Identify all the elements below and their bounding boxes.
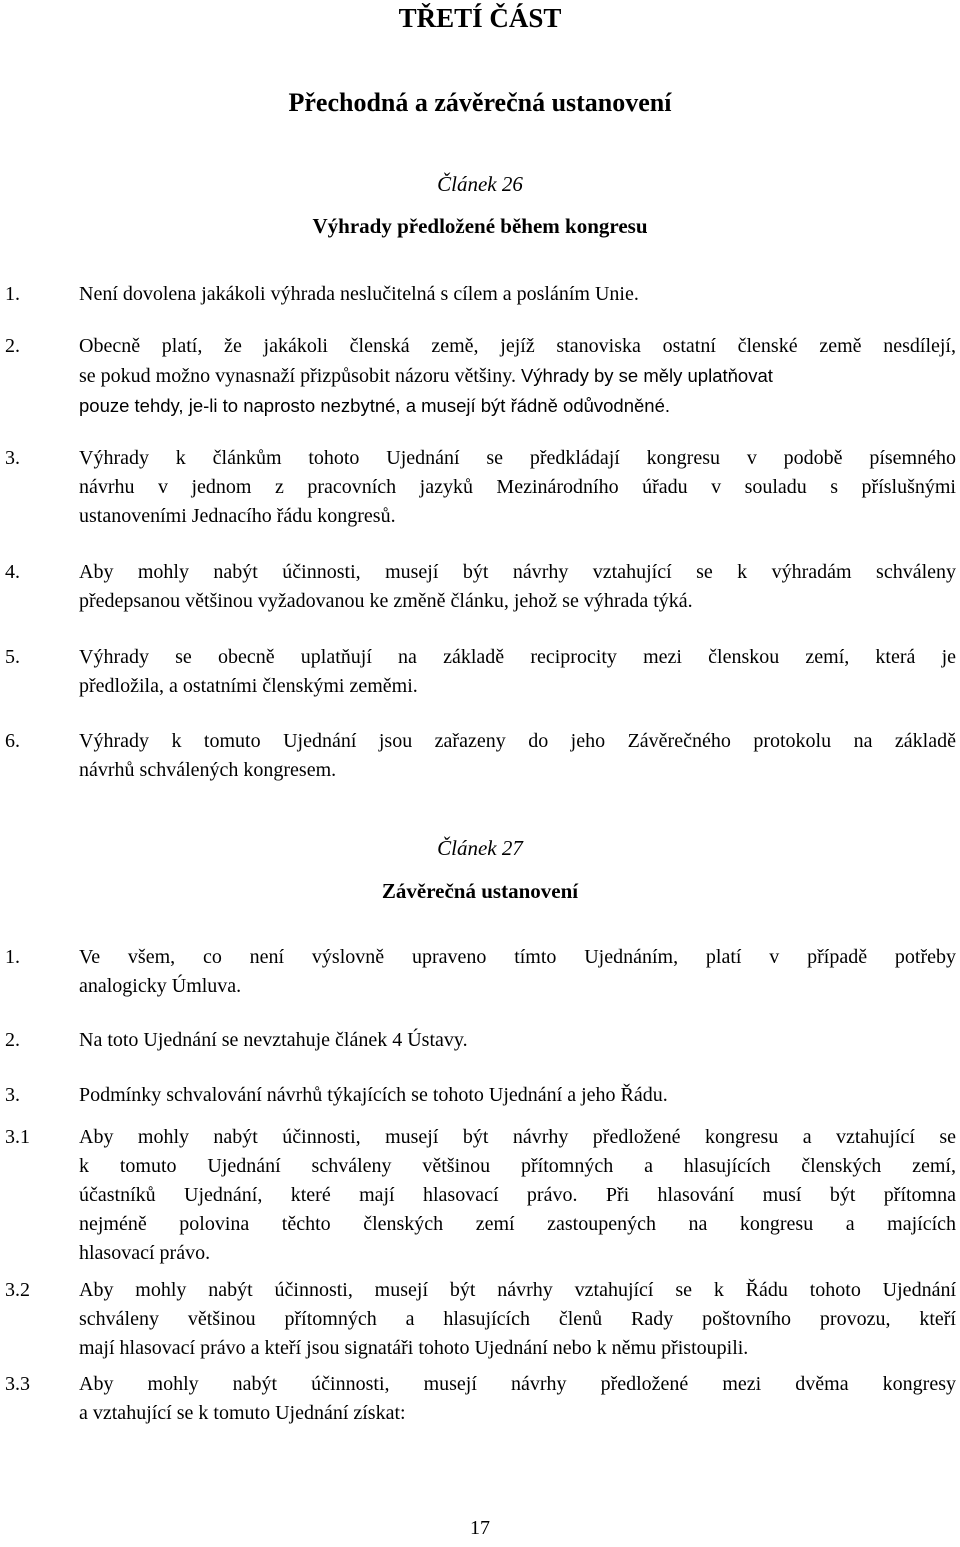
paragraph-number: 2. xyxy=(5,335,20,357)
text-line: Výhrady k článkům tohoto Ujednání se předkládají kongresu v podobě písemného xyxy=(79,447,956,469)
paragraph-number: 3. xyxy=(5,447,20,469)
text-line: Není dovolena jakákoli výhrada neslučitelná s cílem a posláním Unie. xyxy=(79,283,639,305)
paragraph-text xyxy=(79,1370,956,1428)
text-line: analogicky Úmluva. xyxy=(79,975,242,997)
text-line: ustanoveními Jednacího řádu kongresů. xyxy=(79,505,396,527)
text-line: hlasovací právo. xyxy=(79,1242,211,1264)
text-line: Aby mohly nabýt účinnosti, musejí být návrhy vztahující se k Řádu tohoto Ujednání xyxy=(79,1279,956,1301)
part-title: TŘETÍ ČÁST xyxy=(398,3,562,33)
paragraph-text xyxy=(79,1276,956,1363)
paragraph-text xyxy=(79,1081,956,1110)
text-line: nejméně polovina těchto členských zemí zastoupených na kongresu a majících xyxy=(79,1213,956,1235)
paragraph-number: 3. xyxy=(5,1084,20,1106)
page-number: 17 xyxy=(470,1517,490,1539)
text-line: Aby mohly nabýt účinnosti, musejí být návrhy předložené kongresu a vztahující se xyxy=(79,1126,956,1148)
text-line: k tomuto Ujednání schváleny většinou přítomných a hlasujících členských zemí, xyxy=(79,1155,956,1177)
text-line: a vztahující se k tomuto Ujednání získat: xyxy=(79,1402,406,1424)
paragraph-text xyxy=(79,444,956,531)
text-segment: se pokud možno vynasnaží přizpůsobit názoru většiny. xyxy=(79,365,516,387)
text-line: Výhrady se obecně uplatňují na základě reciprocity mezi členskou zemí, která je xyxy=(79,646,956,668)
text-line: předepsanou většinou vyžadovanou ke změně článku, jehož se výhrada týká. xyxy=(79,590,693,612)
paragraph-text xyxy=(79,332,956,420)
text-segment-sans: Výhrady by se měly uplatňovat xyxy=(520,365,773,386)
paragraph-text xyxy=(79,1026,956,1055)
text-line: Výhrady k tomuto Ujednání jsou zařazeny do jeho Závěrečného protokolu na základě xyxy=(79,730,956,752)
text-line: Aby mohly nabýt účinnosti, musejí návrhy předložené mezi dvěma kongresy xyxy=(79,1373,956,1395)
paragraph-text xyxy=(79,558,956,616)
paragraph-number: 6. xyxy=(5,730,20,752)
text-line: Ve všem, co není výslovně upraveno tímto Ujednáním, platí v případě potřeby xyxy=(79,946,956,968)
paragraph-text xyxy=(79,643,956,701)
paragraph-text xyxy=(79,280,956,309)
text-line xyxy=(79,361,956,391)
paragraph-number: 1. xyxy=(5,283,20,305)
article-26-title: Výhrady předložené během kongresu xyxy=(312,214,648,238)
article-27-title: Závěrečná ustanovení xyxy=(381,879,579,903)
text-line: Na toto Ujednání se nevztahuje článek 4 Ústavy. xyxy=(79,1029,468,1051)
paragraph-number: 3.3 xyxy=(5,1373,30,1395)
article-27-number: Článek 27 xyxy=(437,836,523,860)
paragraph-number: 3.2 xyxy=(5,1279,30,1301)
text-line: schváleny většinou přítomných a hlasujících členů Rady poštovního provozu, kteří xyxy=(79,1308,956,1330)
section-title: Přechodná a závěrečná ustanovení xyxy=(288,88,672,117)
article-26-number: Článek 26 xyxy=(437,172,523,196)
text-line: návrhů schválených kongresem. xyxy=(79,759,337,781)
paragraph-text xyxy=(79,727,956,785)
paragraph-number: 4. xyxy=(5,561,20,583)
text-line: pouze tehdy, je-li to naprosto nezbytné, a musejí být řádně odůvodněné. xyxy=(79,395,671,416)
paragraph-number: 1. xyxy=(5,946,20,968)
text-line: Aby mohly nabýt účinnosti, musejí být návrhy vztahující se k výhradám schváleny xyxy=(79,561,956,583)
text-line: Podmínky schvalování návrhů týkajících se tohoto Ujednání a jeho Řádu. xyxy=(79,1084,668,1106)
text-line: účastníků Ujednání, které mají hlasovací právo. Při hlasování musí být přítomna xyxy=(79,1184,956,1206)
text-line: návrhu v jednom z pracovních jazyků Mezinárodního úřadu v souladu s příslušnými xyxy=(79,476,956,498)
paragraph-number: 5. xyxy=(5,646,20,668)
paragraph-text xyxy=(79,943,956,1001)
paragraph-number: 2. xyxy=(5,1029,20,1051)
paragraph-text xyxy=(79,1123,956,1268)
text-line: mají hlasovací právo a kteří jsou signatáři tohoto Ujednání nebo k němu přistoupili. xyxy=(79,1337,749,1359)
paragraph-number: 3.1 xyxy=(5,1126,30,1148)
text-line: Obecně platí, že jakákoli členská země, jejíž stanoviska ostatní členské země nesdílejí, xyxy=(79,335,956,357)
text-line: předložila, a ostatními členskými zeměmi. xyxy=(79,675,418,697)
